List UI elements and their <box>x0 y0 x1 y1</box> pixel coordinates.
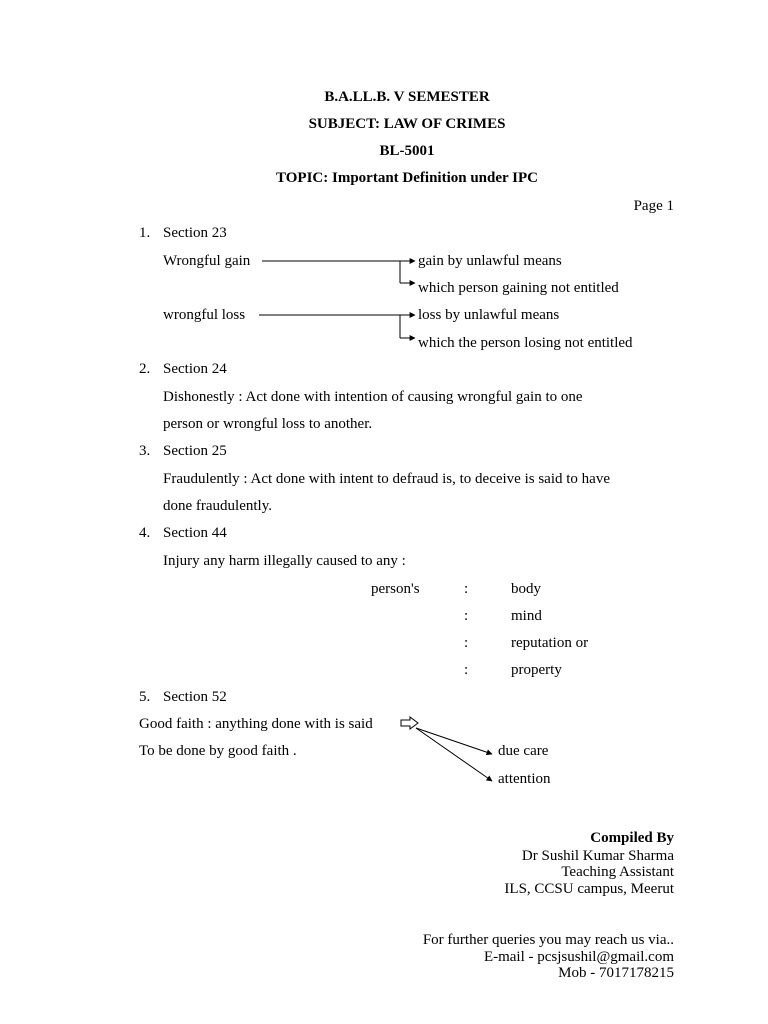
good-faith-target-attention: attention <box>498 771 551 787</box>
item-2-title: Section 24 <box>163 361 227 377</box>
author-role: Teaching Assistant <box>561 864 674 880</box>
item-2-text-line-2: person or wrongful loss to another. <box>163 416 373 432</box>
contact-mobile: Mob - 7017178215 <box>558 965 674 981</box>
injury-subject: person's <box>371 581 420 597</box>
injury-colon-4: : <box>464 662 469 678</box>
item-1-title: Section 23 <box>163 225 227 241</box>
item-3-title: Section 25 <box>163 443 227 459</box>
item-4-text-line-1: Injury any harm illegally caused to any : <box>163 553 406 569</box>
wrongful-gain-meaning-1: gain by unlawful means <box>418 253 562 269</box>
queries-text: For further queries you may reach us via.. <box>422 932 674 948</box>
header-course-code: BL-5001 <box>379 143 435 159</box>
item-5-text-line-2: To be done by good faith . <box>139 743 297 759</box>
wrongful-gain-connector <box>262 261 415 283</box>
item-4-title: Section 44 <box>163 525 227 541</box>
contact-email: E-mail - pcsjsushil@gmail.com <box>483 949 674 965</box>
item-3-text-line-1: Fraudulently : Act done with intent to defraud is, to deceive is said to have <box>163 471 610 487</box>
item-5-text-line-1: Good faith : anything done with is said <box>139 716 373 732</box>
header-subject: SUBJECT: LAW OF CRIMES <box>308 116 506 132</box>
hollow-arrow-icon <box>401 717 418 729</box>
wrongful-loss-meaning-2: which the person losing not entitled <box>418 335 633 351</box>
injury-colon-3: : <box>464 635 469 651</box>
item-5-number: 5. <box>139 689 151 705</box>
item-2-number: 2. <box>139 361 151 377</box>
header-topic: TOPIC: Important Definition under IPC <box>276 170 538 186</box>
injury-target-mind: mind <box>511 608 542 624</box>
good-faith-connector <box>401 717 492 781</box>
injury-target-property: property <box>511 662 562 678</box>
injury-colon-1: : <box>464 581 469 597</box>
item-5-title: Section 52 <box>163 689 227 705</box>
item-4-number: 4. <box>139 525 151 541</box>
injury-colon-2: : <box>464 608 469 624</box>
compiled-by-label: Compiled By <box>590 830 674 846</box>
author-institution: ILS, CCSU campus, Meerut <box>504 881 674 897</box>
item-3-number: 3. <box>139 443 151 459</box>
wrongful-loss-term: wrongful loss <box>163 307 246 323</box>
injury-target-body: body <box>511 581 541 597</box>
page-number: Page 1 <box>633 198 674 214</box>
injury-target-reputation: reputation or <box>511 635 589 651</box>
wrongful-loss-connector <box>259 315 415 338</box>
author-name: Dr Sushil Kumar Sharma <box>521 848 674 864</box>
wrongful-loss-meaning-1: loss by unlawful means <box>418 307 560 323</box>
item-3-text-line-2: done fraudulently. <box>163 498 272 514</box>
wrongful-gain-term: Wrongful gain <box>163 253 251 269</box>
good-faith-target-due-care: due care <box>498 743 549 759</box>
wrongful-gain-meaning-2: which person gaining not entitled <box>418 280 619 296</box>
item-2-text-line-1: Dishonestly : Act done with intention of causing wrongful gain to one <box>163 389 583 405</box>
item-1-number: 1. <box>139 225 151 241</box>
header-line-1: B.A.LL.B. V SEMESTER <box>324 89 490 105</box>
